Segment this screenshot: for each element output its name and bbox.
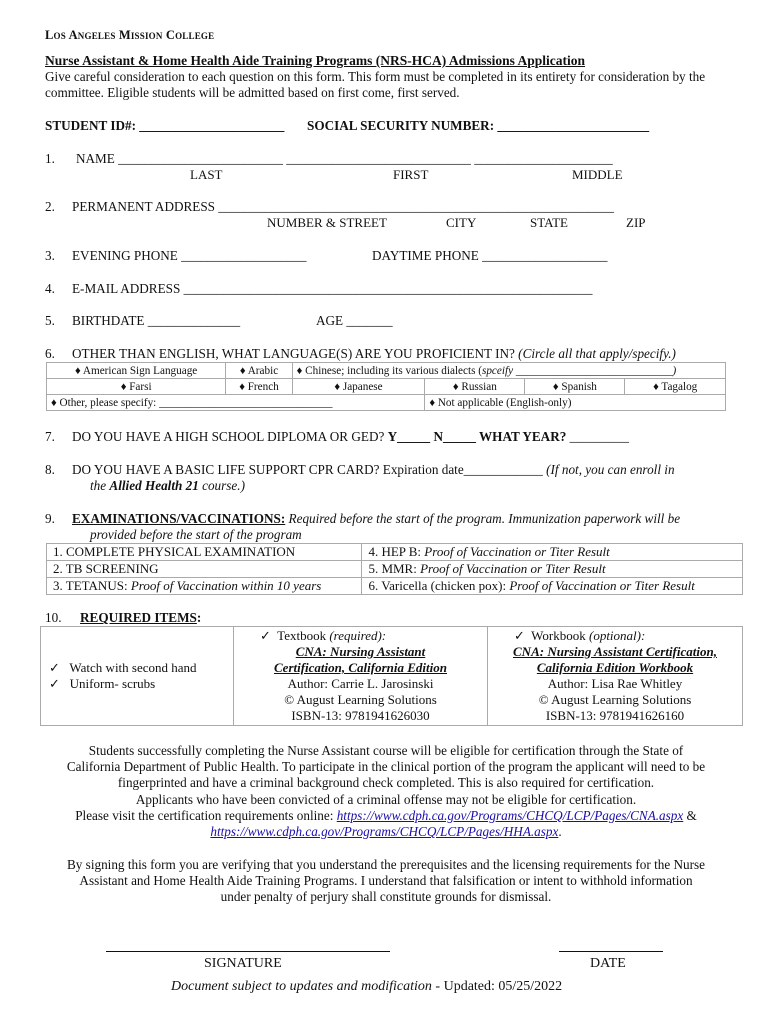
lang-chinese[interactable] <box>292 363 725 379</box>
birthdate-field[interactable]: BIRTHDATE ______________ <box>72 313 241 328</box>
q8-number: 8. <box>45 462 55 477</box>
form-title: Nurse Assistant & Home Health Aide Training Programs (NRS-HCA) Admissions Application <box>45 53 586 68</box>
lang-japanese[interactable]: ♦ Japanese <box>292 379 425 395</box>
check-icon: ✓ <box>260 628 271 643</box>
certification-notice: Students successfully completing the Nurse Assistant course will be eligible for certification through the State of California Department of Public Health. To participate in the clinical portion of the program the applicant will need to be fingerprinted and have a criminal background check completed. This is also required for certification. Applicants who have been convicted of a criminal offense may not be eligible for certification. Please visit the certification requirements online: https://www.cdph.ca.gov/Programs/CHCQ/LCP/Pages/CNA.aspx & https://www.cdph.ca.gov/Programs/CHCQ/LCP/Pages/HHA.aspx. <box>66 743 706 840</box>
address-zip-caption: ZIP <box>626 215 646 230</box>
workbook-publisher: © August Learning Solutions <box>538 692 692 707</box>
name-field[interactable]: NAME _________________________ ____________________________ _____________________ <box>76 151 613 166</box>
textbook-isbn: ISBN-13: 9781941626030 <box>291 708 430 723</box>
exam-item: 4. HEP B: Proof of Vaccination or Titer Result <box>362 544 743 561</box>
q8-course-name: Allied Health 21 <box>109 478 199 493</box>
lang-farsi[interactable]: ♦ Farsi <box>47 379 226 395</box>
q5-number: 5. <box>45 313 55 328</box>
form-intro: Give careful consideration to each question on this form. This form must be completed in its entirety for consideration by the committee. Eligible students will be admitted based on first come, first served. <box>45 69 706 100</box>
lang-spanish[interactable]: ♦ Spanish <box>525 379 625 395</box>
name-last-caption: LAST <box>190 167 223 182</box>
exam-item: 5. MMR: Proof of Vaccination or Titer Result <box>362 561 743 578</box>
evening-phone-field[interactable]: EVENING PHONE ___________________ <box>72 248 307 263</box>
lang-not-applicable[interactable]: ♦ Not applicable (English-only) <box>425 395 726 411</box>
textbook-heading: ✓ Textbook (required): <box>260 628 387 643</box>
cna-requirements-link[interactable]: https://www.cdph.ca.gov/Programs/CHCQ/LCP/Pages/CNA.aspx <box>336 807 684 823</box>
q9-note-line2: provided before the start of the program <box>90 527 302 542</box>
student-id-field[interactable]: STUDENT ID#: ______________________ <box>45 118 285 133</box>
workbook-heading: ✓ Workbook (optional): <box>514 628 646 643</box>
ssn-field[interactable]: SOCIAL SECURITY NUMBER: _______________________ <box>307 118 650 133</box>
q7-number: 7. <box>45 429 55 444</box>
name-middle-caption: MIDDLE <box>572 167 623 182</box>
check-icon: ✓ <box>49 676 60 691</box>
lang-arabic[interactable]: ♦ Arabic <box>226 363 292 379</box>
q6-question <box>72 346 676 362</box>
daytime-phone-field[interactable]: DAYTIME PHONE ___________________ <box>372 248 608 263</box>
exam-item: 2. TB SCREENING <box>47 561 362 578</box>
q8-label: DO YOU HAVE A BASIC LIFE SUPPORT CPR CARD? Expiration date____________ <box>72 462 547 477</box>
email-field[interactable]: E-MAIL ADDRESS ______________________________________________________________ <box>72 281 593 296</box>
cpr-question[interactable] <box>72 462 675 478</box>
textbook-publisher: © August Learning Solutions <box>284 692 437 707</box>
workbook-title-line2: California Edition Workbook <box>536 660 694 675</box>
signature-label: SIGNATURE <box>204 956 282 971</box>
exam-table <box>46 543 743 595</box>
lang-chinese-specify: spceify ____________________________) <box>481 364 677 377</box>
date-line[interactable] <box>559 951 663 952</box>
hha-requirements-link[interactable]: https://www.cdph.ca.gov/Programs/CHCQ/LCP/Pages/HHA.aspx <box>210 824 559 840</box>
q2-number: 2. <box>45 199 55 214</box>
textbook-author: Author: Carrie L. Jarosinski <box>287 676 434 691</box>
q6-number: 6. <box>45 346 55 361</box>
q10-heading <box>80 610 201 626</box>
exam-item: 1. COMPLETE PHYSICAL EXAMINATION <box>47 544 362 561</box>
q6-note: (Circle all that apply/specify.) <box>518 346 676 361</box>
checklist-item: ✓ Watch with second hand <box>49 660 197 675</box>
lang-french[interactable]: ♦ French <box>226 379 292 395</box>
q8-note: (If not, you can enroll in <box>546 462 675 477</box>
q7-yes-no: Y_____ N_____ WHAT YEAR? <box>387 429 567 444</box>
workbook-cell <box>488 627 743 726</box>
age-field[interactable]: AGE _______ <box>316 313 393 328</box>
workbook-isbn: ISBN-13: 9781941626160 <box>545 708 685 723</box>
lang-asl[interactable]: ♦ American Sign Language <box>47 363 226 379</box>
q9-note: Required before the start of the program. Immunization paperwork will be <box>285 511 681 526</box>
q6-label: OTHER THAN ENGLISH, WHAT LANGUAGE(S) ARE YOU PROFICIENT IN? <box>72 346 515 361</box>
q8-note-line2 <box>90 478 245 494</box>
language-table <box>46 362 726 411</box>
name-first-caption: FIRST <box>393 167 429 182</box>
exam-item: 3. TETANUS: Proof of Vaccination within 10 years <box>47 578 362 595</box>
footer-updated: - Updated: 05/25/2022 <box>431 979 563 994</box>
q9-label: EXAMINATIONS/VACCINATIONS: <box>72 511 286 526</box>
q4-number: 4. <box>45 281 55 296</box>
textbook-cell <box>234 627 488 726</box>
footer-note <box>171 979 562 995</box>
workbook-author: Author: Lisa Rae Whitley <box>547 676 683 691</box>
signature-line[interactable] <box>106 951 390 952</box>
lang-chinese-label: ♦ Chinese; including its various dialects ( <box>296 364 482 377</box>
q3-number: 3. <box>45 248 55 263</box>
q7-year: _________ <box>566 429 629 444</box>
footer-italic: Document subject to updates and modification <box>171 979 432 994</box>
diploma-question[interactable] <box>72 429 629 445</box>
q10-colon: : <box>196 610 202 625</box>
date-label: DATE <box>590 956 626 971</box>
q9-number: 9. <box>45 511 55 526</box>
agreement-statement: By signing this form you are verifying that you understand the prerequisites and the licensing requirements for the Nurse Assistant and Home Health Aide Training Programs. I understand that falsification or intent to withhold information under penalty of perjury shall constitute grounds for dismissal. <box>67 857 705 905</box>
required-checklist <box>41 627 234 726</box>
address-street-caption: NUMBER & STREET <box>267 215 387 230</box>
q7-label: DO YOU HAVE A HIGH SCHOOL DIPLOMA OR GED? <box>72 429 388 444</box>
lang-tagalog[interactable]: ♦ Tagalog <box>625 379 726 395</box>
q10-number: 10. <box>45 610 62 625</box>
check-icon: ✓ <box>514 628 525 643</box>
check-icon: ✓ <box>49 660 60 675</box>
textbook-title-line2: Certification, California Edition <box>274 660 447 675</box>
checklist-item: ✓ Uniform- scrubs <box>49 676 156 691</box>
q8-note-suffix: course.) <box>198 478 245 493</box>
q10-label: REQUIRED ITEMS <box>80 610 197 625</box>
required-items-table <box>40 626 743 726</box>
q8-note-prefix: the <box>90 478 110 493</box>
address-state-caption: STATE <box>530 215 568 230</box>
workbook-title: CNA: Nursing Assistant Certification, <box>513 644 717 659</box>
exam-item: 6. Varicella (chicken pox): Proof of Vaccination or Titer Result <box>362 578 743 595</box>
address-field[interactable]: PERMANENT ADDRESS ____________________________________________________________ <box>72 199 614 214</box>
textbook-title: CNA: Nursing Assistant <box>295 644 426 659</box>
college-name: Los Angeles Mission College <box>45 28 215 42</box>
lang-russian[interactable]: ♦ Russian <box>425 379 525 395</box>
q1-number: 1. <box>45 151 55 166</box>
q9-heading <box>72 511 680 527</box>
address-city-caption: CITY <box>446 215 477 230</box>
lang-other[interactable]: ♦ Other, please specify: _______________________________ <box>47 395 425 411</box>
